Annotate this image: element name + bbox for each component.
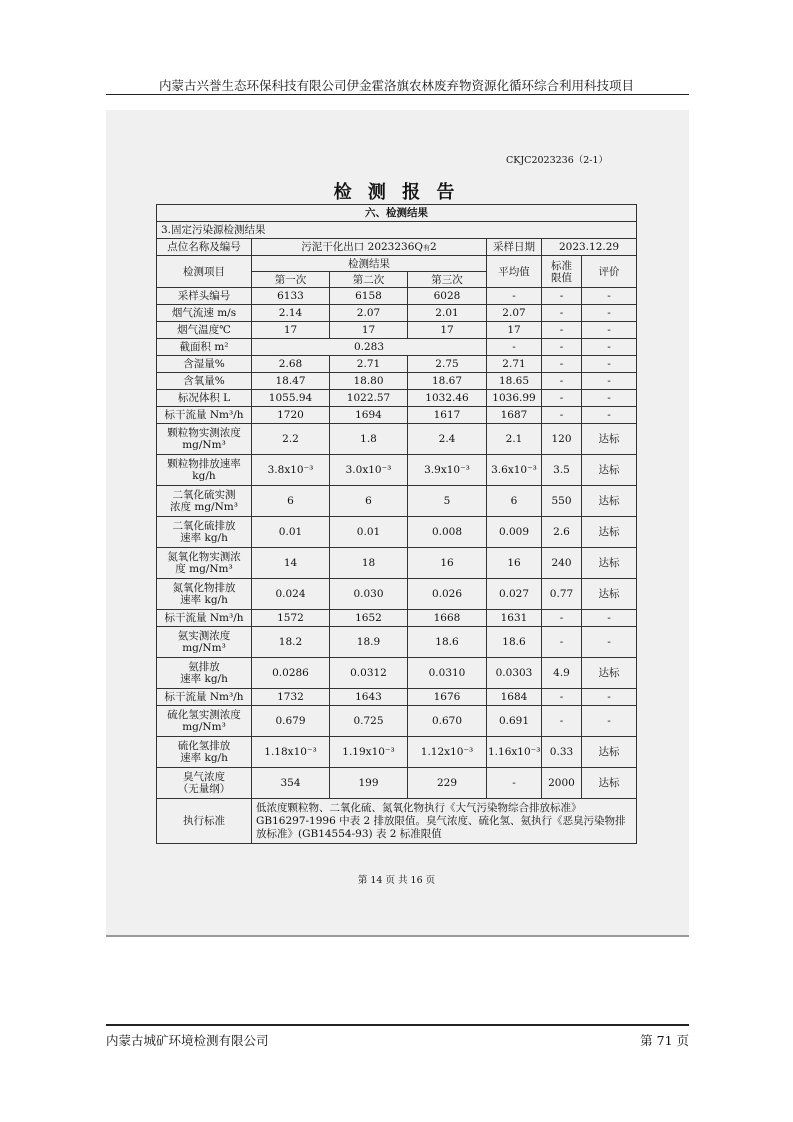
header-divider (106, 94, 689, 95)
cell-item: 氮氧化物排放 速率 kg/h (157, 579, 252, 610)
cell-average: 2.71 (487, 356, 542, 373)
cell-average: 3.6x10⁻³ (487, 455, 542, 486)
cell-first: 0.0286 (252, 658, 330, 689)
col-header-third: 第三次 (408, 272, 487, 288)
cell-evaluation: 达标 (582, 579, 637, 610)
cell-first: 0.679 (252, 706, 330, 737)
col-header-second: 第二次 (330, 272, 408, 288)
cell-evaluation: - (582, 322, 637, 339)
cell-limit: - (542, 627, 582, 658)
cell-third: 2.4 (408, 424, 487, 455)
cell-third: 0.670 (408, 706, 487, 737)
standard-row (157, 799, 637, 844)
cell-third: 1668 (408, 610, 487, 627)
cell-item: 氮氧化物实测浓 度 mg/Nm³ (157, 548, 252, 579)
table-row (157, 424, 637, 455)
table-row (157, 339, 637, 356)
cell-average: 1684 (487, 689, 542, 706)
footer-divider (106, 1024, 689, 1026)
table-row (157, 356, 637, 373)
table-row (157, 579, 637, 610)
cell-third: 1032.46 (408, 390, 487, 407)
cell-item: 臭气浓度 （无量纲） (157, 768, 252, 799)
cell-average: 0.0303 (487, 658, 542, 689)
cell-first: 18.47 (252, 373, 330, 390)
cell-evaluation: 达标 (582, 548, 637, 579)
cell-first: 1720 (252, 407, 330, 424)
table-row (157, 737, 637, 768)
cell-limit: 0.77 (542, 579, 582, 610)
cell-third: 0.008 (408, 517, 487, 548)
table-row (157, 305, 637, 322)
table-row (157, 548, 637, 579)
cell-average: - (487, 768, 542, 799)
cell-evaluation: 达标 (582, 424, 637, 455)
cell-first: 1.18x10⁻³ (252, 737, 330, 768)
cell-limit: 3.5 (542, 455, 582, 486)
cell-second: 199 (330, 768, 408, 799)
cell-limit: - (542, 356, 582, 373)
cell-limit: - (542, 390, 582, 407)
cell-evaluation: - (582, 305, 637, 322)
cell-item: 二氧化硫实测 浓度 mg/Nm³ (157, 486, 252, 517)
cell-first: 6 (252, 486, 330, 517)
cell-first: 0.01 (252, 517, 330, 548)
cell-item: 标干流量 Nm³/h (157, 407, 252, 424)
cell-first: 1055.94 (252, 390, 330, 407)
cell-third: 2.75 (408, 356, 487, 373)
cell-third: 16 (408, 548, 487, 579)
cell-limit: - (542, 339, 582, 356)
date-value: 2023.12.29 (542, 239, 637, 256)
cell-item: 颗粒物实测浓度 mg/Nm³ (157, 424, 252, 455)
col-header-eval: 评价 (582, 256, 637, 288)
table-row (157, 390, 637, 407)
cell-limit: - (542, 706, 582, 737)
col-header-results: 检测结果 (252, 256, 487, 272)
col-header-item: 检测项目 (157, 256, 252, 288)
table-row (157, 322, 637, 339)
cell-item: 标干流量 Nm³/h (157, 610, 252, 627)
cell-evaluation: - (582, 390, 637, 407)
cell-first: 6133 (252, 288, 330, 305)
cell-item: 烟气温度℃ (157, 322, 252, 339)
table-row (157, 658, 637, 689)
date-label: 采样日期 (487, 239, 542, 256)
cell-limit: 550 (542, 486, 582, 517)
cell-third: 18.67 (408, 373, 487, 390)
cell-second: 18.80 (330, 373, 408, 390)
cell-evaluation: - (582, 373, 637, 390)
cell-third: 18.6 (408, 627, 487, 658)
cell-evaluation: - (582, 610, 637, 627)
cell-evaluation: - (582, 339, 637, 356)
cell-average: 0.691 (487, 706, 542, 737)
cell-merged-value: 0.283 (252, 339, 487, 356)
cell-second: 2.07 (330, 305, 408, 322)
cell-evaluation: 达标 (582, 737, 637, 768)
cell-second: 1652 (330, 610, 408, 627)
cell-first: 2.14 (252, 305, 330, 322)
subsection-heading: 3.固定污染源检测结果 (157, 222, 637, 239)
table-row (157, 486, 637, 517)
standard-label: 执行标准 (157, 799, 252, 844)
table-row (157, 706, 637, 737)
cell-evaluation: 达标 (582, 486, 637, 517)
cell-item: 颗粒物排放速率 kg/h (157, 455, 252, 486)
cell-average: 1631 (487, 610, 542, 627)
cell-average: 16 (487, 548, 542, 579)
cell-item: 氨实测浓度 mg/Nm³ (157, 627, 252, 658)
cell-limit: - (542, 689, 582, 706)
cell-second: 0.0312 (330, 658, 408, 689)
footer-page-number: 第 71 页 (640, 1033, 689, 1048)
cell-third: 17 (408, 322, 487, 339)
cell-first: 17 (252, 322, 330, 339)
cell-item: 标况体积 L (157, 390, 252, 407)
report-code: CKJC2023236（2-1） (506, 155, 609, 166)
standard-text: 低浓度颗粒物、二氧化硫、氮氧化物执行《大气污染物综合排放标准》GB16297-1996 中表 2 排放限值。臭气浓度、硫化氢、氨执行《恶臭污染物排放标准》(GB14554-93) 表 2 标准限值 (252, 799, 637, 844)
cell-third: 229 (408, 768, 487, 799)
cell-average: - (487, 339, 542, 356)
cell-second: 1694 (330, 407, 408, 424)
cell-second: 3.0x10⁻³ (330, 455, 408, 486)
cell-second: 18 (330, 548, 408, 579)
cell-item: 采样头编号 (157, 288, 252, 305)
table-row (157, 407, 637, 424)
table-row (157, 455, 637, 486)
cell-average: 17 (487, 322, 542, 339)
cell-average: 2.07 (487, 305, 542, 322)
cell-average: 6 (487, 486, 542, 517)
cell-first: 354 (252, 768, 330, 799)
cell-first: 14 (252, 548, 330, 579)
cell-item: 标干流量 Nm³/h (157, 689, 252, 706)
cell-second: 0.725 (330, 706, 408, 737)
cell-average: 0.027 (487, 579, 542, 610)
cell-third: 0.026 (408, 579, 487, 610)
cell-third: 1617 (408, 407, 487, 424)
cell-evaluation: 达标 (582, 658, 637, 689)
table-row (157, 610, 637, 627)
cell-item: 含氧量% (157, 373, 252, 390)
point-label: 点位名称及编号 (157, 239, 252, 256)
cell-second: 0.030 (330, 579, 408, 610)
cell-average: 1036.99 (487, 390, 542, 407)
cell-evaluation: - (582, 706, 637, 737)
cell-limit: - (542, 305, 582, 322)
table-row (157, 373, 637, 390)
cell-evaluation: - (582, 627, 637, 658)
cell-third: 1676 (408, 689, 487, 706)
cell-limit: - (542, 288, 582, 305)
cell-item: 截面积 m² (157, 339, 252, 356)
cell-limit: 4.9 (542, 658, 582, 689)
cell-evaluation: 达标 (582, 517, 637, 548)
table-row (157, 627, 637, 658)
cell-limit: 120 (542, 424, 582, 455)
cell-item: 二氧化硫排放 速率 kg/h (157, 517, 252, 548)
cell-average: 1.16x10⁻³ (487, 737, 542, 768)
cell-limit: 0.33 (542, 737, 582, 768)
cell-limit: - (542, 373, 582, 390)
cell-average: 0.009 (487, 517, 542, 548)
col-header-limit: 标准 限值 (542, 256, 582, 288)
cell-second: 6158 (330, 288, 408, 305)
cell-limit: - (542, 610, 582, 627)
cell-first: 1572 (252, 610, 330, 627)
cell-first: 0.024 (252, 579, 330, 610)
cell-third: 2.01 (408, 305, 487, 322)
cell-third: 0.0310 (408, 658, 487, 689)
table-row (157, 517, 637, 548)
cell-evaluation: - (582, 356, 637, 373)
report-page-number: 第 14 页 共 16 页 (357, 875, 436, 886)
cell-third: 3.9x10⁻³ (408, 455, 487, 486)
section-heading: 六、检测结果 (157, 205, 637, 222)
cell-evaluation: 达标 (582, 768, 637, 799)
cell-item: 硫化氢实测浓度 mg/Nm³ (157, 706, 252, 737)
table-row (157, 288, 637, 305)
cell-first: 18.2 (252, 627, 330, 658)
cell-limit: - (542, 322, 582, 339)
cell-second: 1022.57 (330, 390, 408, 407)
cell-average: 18.6 (487, 627, 542, 658)
cell-average: - (487, 288, 542, 305)
cell-second: 1.19x10⁻³ (330, 737, 408, 768)
cell-item: 含湿量% (157, 356, 252, 373)
results-table (156, 204, 637, 844)
cell-average: 1687 (487, 407, 542, 424)
cell-third: 6028 (408, 288, 487, 305)
footer-company: 内蒙古城矿环境检测有限公司 (106, 1033, 269, 1048)
cell-average: 18.65 (487, 373, 542, 390)
cell-item: 氨排放 速率 kg/h (157, 658, 252, 689)
cell-limit: 2.6 (542, 517, 582, 548)
cell-second: 1.8 (330, 424, 408, 455)
cell-second: 1643 (330, 689, 408, 706)
col-header-first: 第一次 (252, 272, 330, 288)
cell-limit: - (542, 407, 582, 424)
table-row (157, 689, 637, 706)
cell-limit: 240 (542, 548, 582, 579)
cell-second: 0.01 (330, 517, 408, 548)
cell-evaluation: - (582, 407, 637, 424)
cell-second: 6 (330, 486, 408, 517)
cell-item: 硫化氢排放 速率 kg/h (157, 737, 252, 768)
report-title: 检 测 报 告 (333, 182, 460, 203)
cell-item: 烟气流速 m/s (157, 305, 252, 322)
cell-second: 17 (330, 322, 408, 339)
document-header-title: 内蒙古兴誉生态环保科技有限公司伊金霍洛旗农林废弃物资源化循环综合利用科技项目 (158, 78, 634, 93)
cell-limit: 2000 (542, 768, 582, 799)
point-value: 污泥干化出口 2023236Q有2 (252, 239, 487, 256)
table-row (157, 768, 637, 799)
cell-evaluation: 达标 (582, 455, 637, 486)
cell-second: 18.9 (330, 627, 408, 658)
cell-third: 1.12x10⁻³ (408, 737, 487, 768)
cell-average: 2.1 (487, 424, 542, 455)
cell-second: 2.71 (330, 356, 408, 373)
cell-evaluation: - (582, 288, 637, 305)
cell-first: 1732 (252, 689, 330, 706)
cell-evaluation: - (582, 689, 637, 706)
cell-first: 2.68 (252, 356, 330, 373)
cell-first: 3.8x10⁻³ (252, 455, 330, 486)
col-header-avg: 平均值 (487, 256, 542, 288)
cell-third: 5 (408, 486, 487, 517)
cell-first: 2.2 (252, 424, 330, 455)
